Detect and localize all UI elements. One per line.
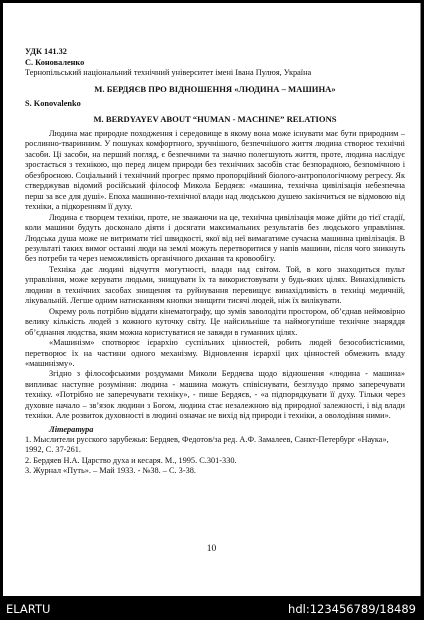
paragraph: Людина має природне походження і середовище в якому вона може існувати має бути природним – рослинно-тваринним. У пошуках комфортного, зручнішого, безпечнішого життя людина створює технічні засоби. Ці засоби, на перший погляд, є безпечними та значно полегшують життя, проте, людина наслідує зростається з технікою, що перед лицем природи без технічних засобів стає безпорадною, безпомічною і обезброєною. Соціальний і технічний прогрес прямо пропорційний біолого-антропологічному регресу. Як стверджував відомий російський філософ Микола Бердяєв: «машина, технічна цивілізація небезпечна перш за все для душі». Епоха машинно-технічної влади над людською душею закінчиться не відмовою від техніки, а підкоренням її духу. [25, 129, 405, 212]
paragraph: Окрему роль потрібно віддати кінематографу, що зумів заволодіти простором, об’єднав неймовірно велику кількість людей з кожного куточку світу. Це найсильніше та наймогутніше технічне знаряддя об’єднання людства, яким можна користуватися не завжди в гуманних цілях. [25, 306, 405, 337]
page-number: 10 [206, 544, 217, 554]
paragraph: Людина є творцем техніки, проте, не зважаючи на це, технічна цивілізація може дійти до тієї стадії, коли машини будуть досконало діяти і досягати максимальних результатів без людського управління. Людська душа може не витримати тієї швидкості, якої від неї вимагатиме сучасна машинна цивілізація. В результаті таких вимог останні люди на землі можуть перетворитися у напів машини, після чого зникнуть без потреби та через неможливість органічного дихання та кровообігу. [25, 212, 405, 264]
paragraph: Техніка дає людині відчуття могутності, влади над світом. Той, в кого знаходиться пульт управління, може керувати людьми, знищувати їх та використовувати у будь-яких цілях. Винахідливість людини в технічних засобах знищення та руйнування перевищує винахідливість в техніці медичній, лікувальній. Легше одним натисканням кнопки знищити тисячі людей, ніж їх вилікувати. [25, 264, 405, 306]
repository-name: ELARTU [6, 602, 51, 616]
paragraph: Згідно з філософськими роздумами Миколи Бердяєва щодо відношення «людина - машина» випливає наступне розуміння: людина - машина можуть співіснувати, безглуздо прямо заперечувати техніку. «Потрібно не заперечувати техніку», - пише Бердяєв, - «а підпорядкувати її духу. Тільки через духовне начало – зв’язок людини з Богом, людина стає незалежною від природної залежності, і від влади техніки. Але розвиток духовності в людині означає не вихід від природи і техніки, а оволодіння ними». [25, 369, 405, 421]
handle-identifier: hdl:123456789/18489 [288, 602, 416, 616]
title-uk: М. БЕРДЯЄВ ПРО ВІДНОШЕННЯ «ЛЮДИНА – МАШИНА» [94, 83, 336, 94]
author-uk: С. Коноваленко [25, 57, 85, 67]
author-en: S. Konovalenko [25, 98, 81, 108]
repository-footer [0, 596, 424, 620]
document-page [3, 3, 421, 596]
udc-code: УДК 141.32 [25, 47, 67, 56]
reference-item: 2. Бердяев Н.А. Царство духа и кесаря. М., 1995. С.301-330. [25, 455, 237, 465]
reference-list [25, 435, 405, 477]
article-body [25, 129, 405, 422]
reference-item: 3. Журнал «Путь». – Май 1933. - №38. – С. 3-38. [25, 465, 196, 475]
document-content [25, 47, 405, 476]
literature-heading: Література [49, 424, 94, 434]
paragraph: «Машинізм» спотворює ієрархію суспільних цінностей, робить людей безособистісними, перетворює їх на частини одного механізму. Відновлення ієрархії цих цінностей обмежить владу «машинізму». [25, 338, 405, 368]
affiliation: Тернопільський національний технічний університет імені Івана Пулюя, Україна [25, 68, 312, 77]
reference-item: 1. Мыслители русского зарубежья: Бердяев, Федотов/за ред. А.Ф. Замалеев, Санкт-Петербург «Наука», 1992, С. 37-261. [25, 434, 389, 455]
title-en: M. BERDYAYEV ABOUT “HUMAN - MACHINE” RELATIONS [93, 114, 337, 124]
